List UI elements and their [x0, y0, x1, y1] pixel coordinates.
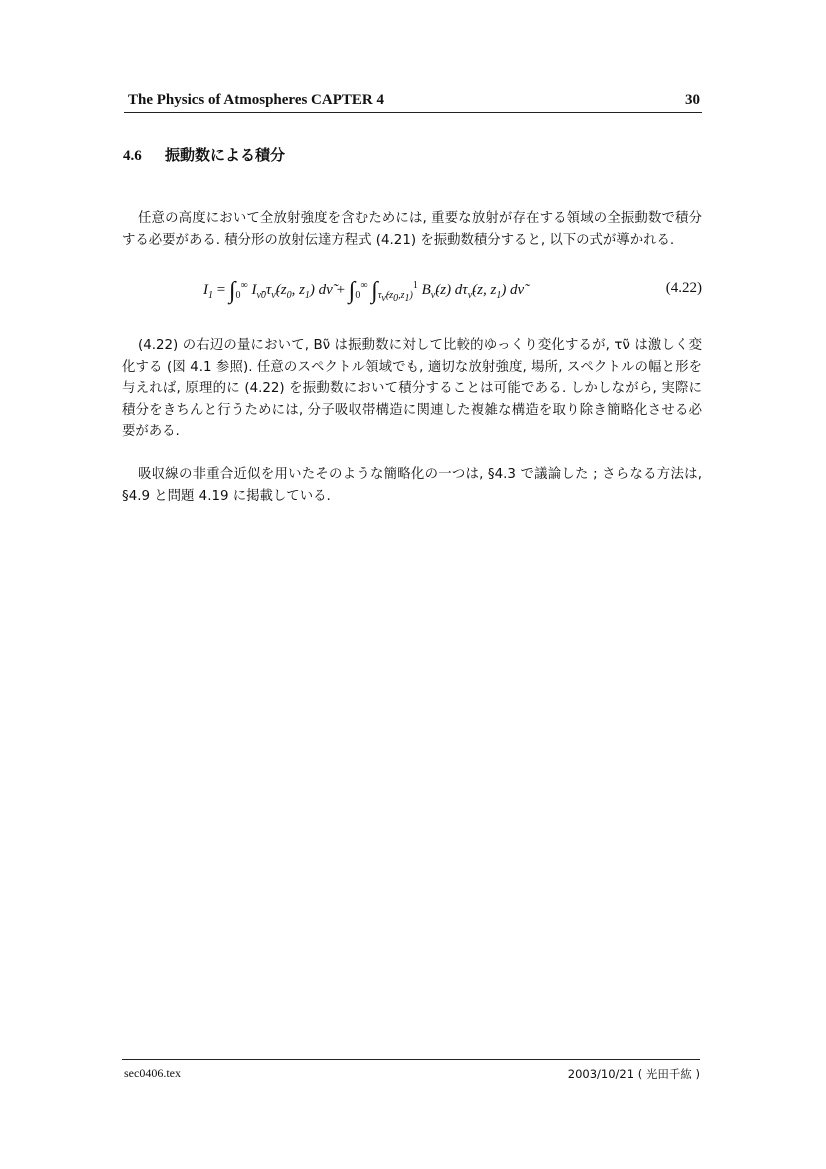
section-title: 振動数による積分 — [164, 146, 285, 164]
page-number: 30 — [685, 92, 700, 108]
equation-formula: $I_1 = \int_0^\infty$ $I_{\nũ0}\tau_{\nũ}(z_0$, $z_1$) dν̃ + $\int_0^\infty$ $\int_{\tau_{\nũ}(z_0,z_1)}^1$ $B_{\nũ}(z)$ $d\tau_{\nũ}(z$, $z_1$) dν̃ — [203, 278, 525, 304]
paragraph-references: 吸収線の非重合近似を用いたそのような簡略化の一つは, §4.3 で議論した ; さらなる方法は, §4.9 と問題 4.19 に掲載している. — [122, 467, 702, 504]
footer-divider — [122, 1059, 700, 1060]
equation-number: (4.22) — [665, 280, 702, 296]
section-number: 4.6 — [123, 148, 142, 164]
header-title: The Physics of Atmospheres CAPTER 4 — [128, 92, 384, 108]
paragraph-intro: 任意の高度において全放射強度を含むためには, 重要な放射が存在する領域の全振動数で積分する必要がある. 積分形の放射伝達方程式 (4.21) を振動数積分すると, 以下の式が導かれる. — [122, 211, 702, 248]
equation-4-22 — [0, 268, 826, 318]
paragraph-explanation: (4.22) の右辺の量において, Bν̃ は振動数に対して比較的ゆっくり変化するが, τν̃ は激しく変化する (図 4.1 参照). 任意のスペクトル領域でも, 適切な放射強度, 場所, スペクトルの幅と形を与えれば, 原理的に (4.22) を振動数において積分することは可能である. しかしながら, 実際に積分をきちんと行うためには, 分子吸収帯構造に関連した複雑な構造を取り除き簡略化させる必要がある. — [122, 338, 702, 440]
section-heading — [123, 144, 285, 165]
footer-date-author: 2003/10/21 ( 光田千紘 ) — [567, 1067, 700, 1081]
running-header — [124, 90, 702, 113]
footer-filename: sec0406.tex — [124, 1066, 181, 1080]
